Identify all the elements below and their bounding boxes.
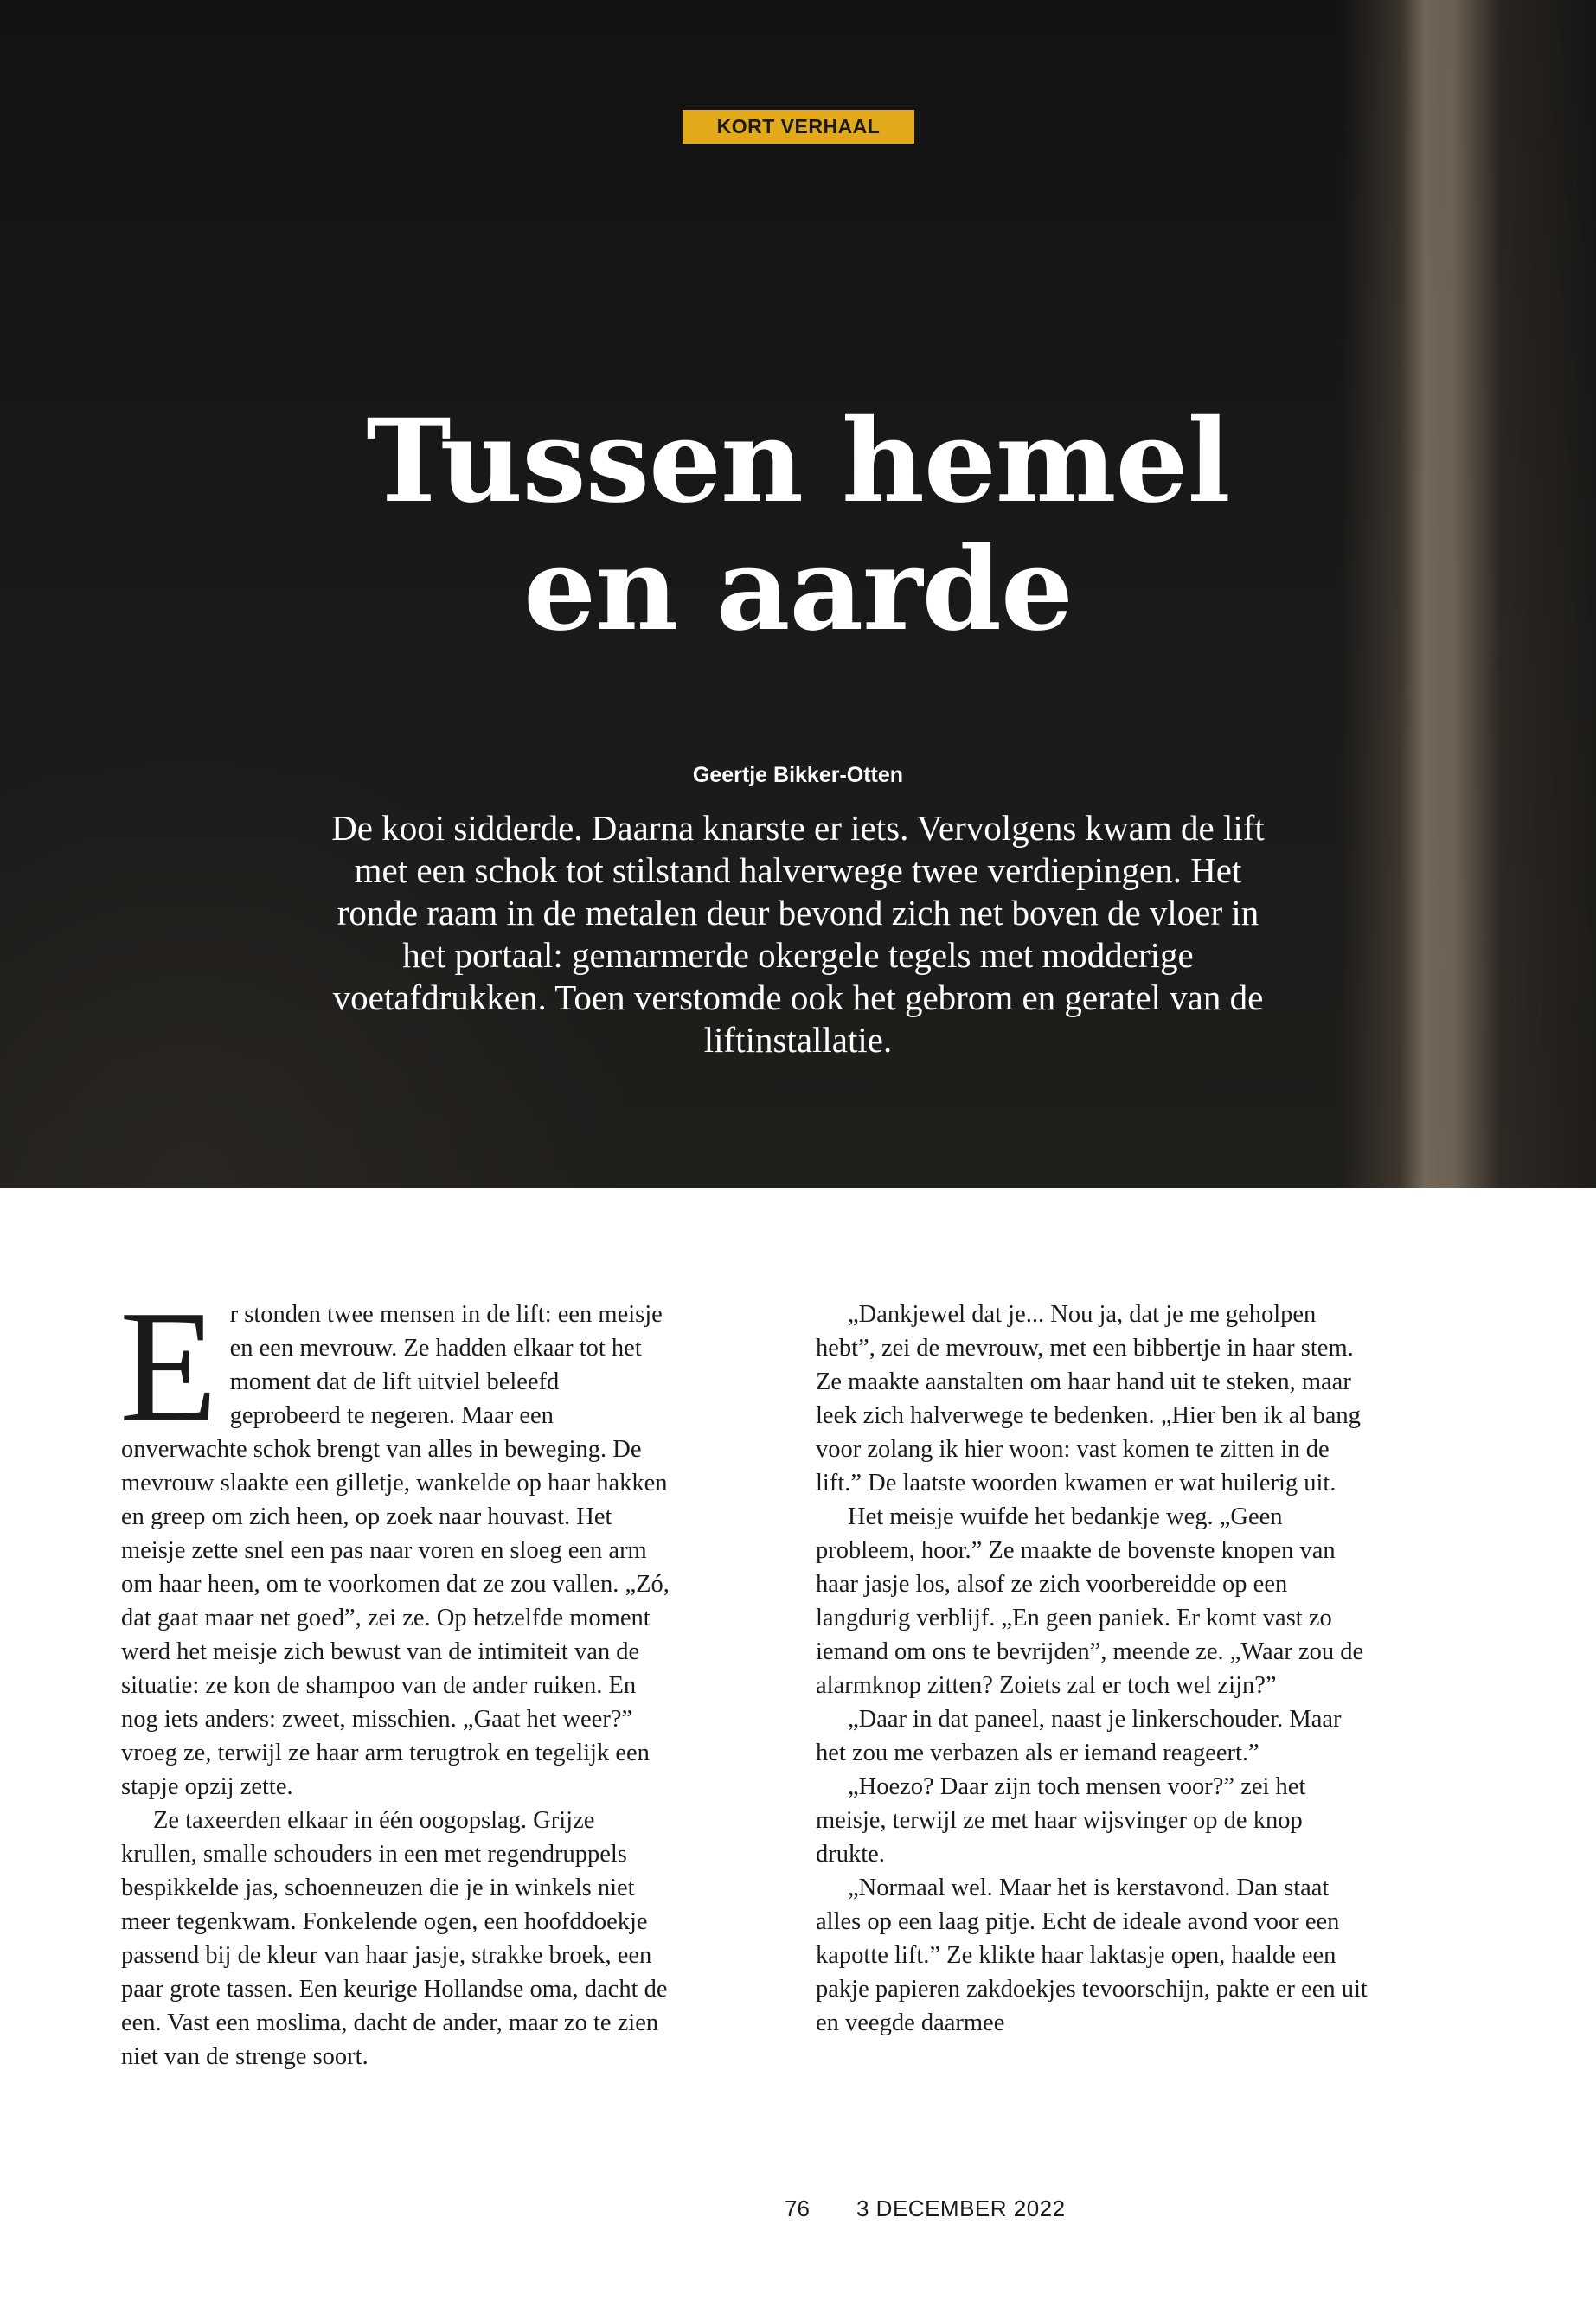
category-tag: KORT VERHAAL [683,110,914,144]
body-paragraph: „Dankjewel dat je... Nou ja, dat je me geholpen hebt”, zei de mevrouw, met een bibbertje in haar stem. Ze maakte aanstalten om haar hand uit te steken, maar leek zich halverwege te bedenken. „Hier ben ik al bang voor zolang ik hier woon: vast komen te zitten in de lift.” De laatste woorden kwamen er wat huilerig uit. [816,1301,1361,1497]
title-line-1: Tussen hemel [366,394,1230,529]
page-number: 76 [785,2195,810,2221]
body-paragraph: Ze taxeerden elkaar in één oogopslag. Grijze krullen, smalle schouders in een met regendruppels bespikkelde jas, schoenneuzen die je in winkels niet meer tegenkwam. Fonkelende ogen, een hoofddoekje passend bij de kleur van haar jasje, strakke broek, een paar grote tassen. Een keurige Hollandse oma, dacht de een. Vast een moslima, dacht de ander, maar zo te zien niet van de strenge soort. [121,1807,668,2070]
article-title [0,394,1596,657]
body-paragraph: „Normaal wel. Maar het is kerstavond. Dan staat alles op een laag pitje. Echt de ideale avond voor een kapotte lift.” Ze klikte haar laktasje open, haalde een pakje papieren zakdoekjes tevoorschijn, pakte er een uit en veegde daarmee [816,1875,1368,2036]
title-line-2: en aarde [523,522,1073,657]
lead-paragraph: De kooi sidderde. Daarna knarste er iets. Vervolgens kwam de lift met een schok tot stilstand halverwege twee verdiepingen. Het ronde raam in de metalen deur bevond zich net boven de vloer in het portaal: gemarmerde okergele tegels met modderige voetafdrukken. Toen verstomde ook het gebrom en geratel van de liftinstallatie. [331,808,1265,1060]
body-paragraph: Het meisje wuifde het bedankje weg. „Geen probleem, hoor.” Ze maakte de bovenste knopen van haar jasje los, alsof ze zich voorbereidde op een langdurig verblijf. „En geen paniek. Er komt vast zo iemand om ons te bevrijden”, meende ze. „Waar zou de alarmknop zitten? Zoiets zal er toch wel zijn?” [816,1503,1364,1699]
drop-cap: E [119,1278,218,1456]
body-column-left [119,1278,675,2073]
body-column-right [816,1298,1369,2040]
page-footer [0,2195,1596,2225]
body-paragraph: r stonden twee mensen in de lift: een meisje en een mevrouw. Ze hadden elkaar tot het moment dat de lift uitviel beleefd geprobeerd te negeren. Maar een onverwachte schok brengt van alles in beweging. De mevrouw slaakte een gilletje, wankelde op haar hakken en greep om zich heen, op zoek naar houvast. Het meisje zette snel een pas naar voren en sloeg een arm om haar heen, om te voorkomen dat ze zou vallen. „Zó, dat gaat maar net goed”, zei ze. Op hetzelfde moment werd het meisje zich bewust van de intimiteit van de situatie: ze kon de shampoo van de ander ruiken. En nog iets anders: zweet, misschien. „Gaat het weer?” vroeg ze, terwijl ze haar arm terugtrok en tegelijk een stapje opzij zette. [121,1301,670,1800]
body-paragraph: „Hoezo? Daar zijn toch mensen voor?” zei het meisje, terwijl ze met haar wijsvinger op de knop drukte. [816,1773,1306,1868]
issue-date: 3 DECEMBER 2022 [856,2195,1066,2221]
author-byline: Geertje Bikker-Otten [692,763,904,787]
body-paragraph: „Daar in dat paneel, naast je linkerschouder. Maar het zou me verbazen als er iemand reageert.” [816,1706,1342,1766]
